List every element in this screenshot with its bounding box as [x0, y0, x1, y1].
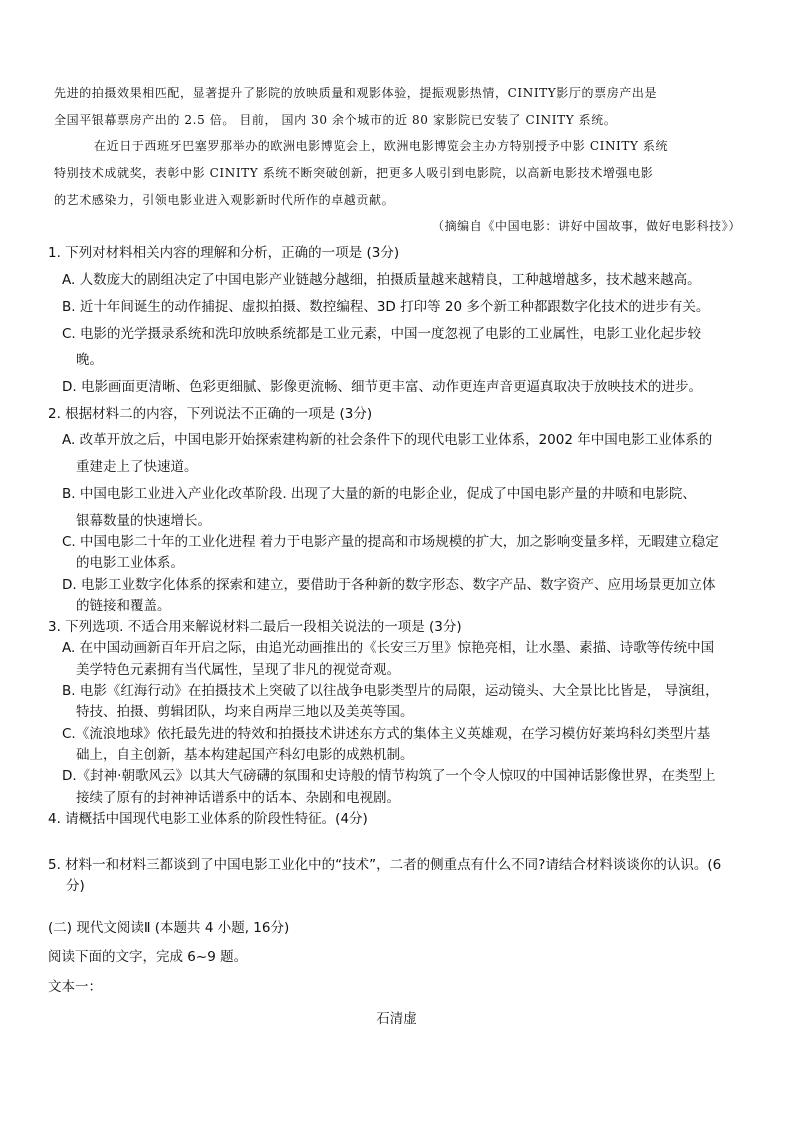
question-2-option-c-cont: 的电影工业体系。 — [76, 555, 184, 571]
section-heading: (二) 现代文阅读Ⅱ (本题共 4 小题, 16分) — [48, 920, 290, 936]
question-2-option-c: C. 中国电影二十年的工业化进程 着力于电影产量的提高和市场规模的扩大，加之影响变量多样，无暇建立稳定 — [62, 534, 719, 550]
question-3-option-a: A. 在中国动画新百年开启之际，由追光动画推出的《长安三万里》惊艳亮相，让水墨、素描、诗歌等传统中国 — [62, 640, 715, 656]
question-1-option-b: B. 近十年间诞生的动作捕捉、虚拟拍摄、数控编程、3D 打印等 20 多个新工种都跟数字化技术的进步有关。 — [62, 299, 710, 315]
question-5-stem: 5. 材料一和材料三都谈到了中国电影工业化中的“技术”，二者的侧重点有什么不同?请结合材料谈谈你的认识。(6 — [48, 857, 722, 873]
question-3-option-b: B. 电影《红海行动》在拍摄技术上突破了以往战争电影类型片的局限，运动镜头、大全景比比皆是， 导演组， — [62, 683, 719, 699]
question-2-option-a-cont: 重建走上了快速道。 — [76, 459, 198, 475]
question-1-option-a: A. 人数庞大的剧组决定了中国电影产业链越分越细，拍摄质量越来越精良，工种越增越多，技术越来越高。 — [62, 272, 701, 288]
question-2-option-d: D. 电影工业数字化体系的探索和建立，要借助于各种新的数字形态、数字产品、数字资产、应用场景更加立体 — [62, 577, 716, 593]
question-1-stem: 1. 下列对材料相关内容的理解和分析，正确的一项是 (3分) — [48, 245, 400, 261]
question-5-stem-cont: 分) — [66, 878, 85, 894]
material-paragraph-line: 特别技术成就奖，表彰中影 CINITY 系统不断突破创新，把更多人吸引到电影院，以高新电影技术增强电影 — [54, 166, 654, 180]
question-2-option-a: A. 改革开放之后，中国电影开始探索建构新的社会条件下的现代电影工业体系，2002 年中国电影工业体系的 — [62, 432, 713, 448]
material-paragraph-line: 的艺术感染力，引领电影业进入观影新时代所作的卓越贡献。 — [54, 193, 395, 207]
question-3-option-c: C.《流浪地球》依托最先进的特效和拍摄技术讲述东方式的集体主义英雄观，在学习模仿好莱坞科幻类型片基 — [62, 726, 711, 742]
material-paragraph-line: 全国平银幕票房产出的 2.5 倍。 目前， 国内 30 余个城市的近 80 家影院已安装了 CINITY 系统。 — [54, 113, 617, 127]
question-3-option-d-cont: 接续了原有的封神神话谱系中的话本、杂剧和电视剧。 — [76, 790, 400, 806]
question-3-option-a-cont: 美学特色元素拥有当代属性，呈现了非凡的视觉奇观。 — [76, 662, 400, 678]
question-3-stem: 3. 下列选项. 不适合用来解说材料二最后一段相关说法的一项是 (3分) — [48, 619, 462, 635]
question-4-stem: 4. 请概括中国现代电影工业体系的阶段性特征。(4分) — [48, 811, 368, 827]
question-1-option-c-cont: 晚。 — [76, 352, 103, 368]
question-2-option-b: B. 中国电影工业进入产业化改革阶段. 出现了大量的新的电影企业，促成了中国电影产量的井喷和电影院、 — [62, 486, 696, 502]
question-2-option-b-cont: 银幕数量的快速增长。 — [76, 513, 211, 529]
question-3-option-b-cont: 特技、拍摄、剪辑团队，均来自两岸三地以及美英等国。 — [76, 704, 414, 720]
section-instruction: 阅读下面的文字，完成 6~9 题。 — [48, 949, 248, 965]
material-paragraph-line: 在近日于西班牙巴塞罗那举办的欧洲电影博览会上，欧洲电影博览会主办方特别授予中影 CINITY 系统 — [94, 139, 669, 153]
source-citation: （摘编自《中国电影：讲好中国故事，做好电影科技》） — [431, 219, 741, 233]
question-2-stem: 2. 根据材料二的内容，下列说法不正确的一项是 (3分) — [48, 406, 373, 422]
question-1-option-d: D. 电影画面更清晰、色彩更细腻、影像更流畅、细节更丰富、动作更连声音更逼真取决于放映技术的进步。 — [62, 379, 702, 395]
question-2-option-d-cont: 的链接和覆盖。 — [76, 598, 171, 614]
material-paragraph-line: 先进的拍摄效果相匹配，显著提升了影院的放映质量和观影体验，提振观影热情，CINITY影厅的票房产出是 — [54, 86, 658, 100]
question-1-option-c: C. 电影的光学摄录系统和洗印放映系统都是工业元素，中国一度忽视了电影的工业属性，电影工业化起步较 — [62, 326, 702, 342]
passage-title: 石清虚 — [376, 1011, 417, 1027]
text-label: 文本一： — [48, 979, 102, 995]
question-3-option-c-cont: 础上，自主创新，基本构建起国产科幻电影的成熟机制。 — [76, 747, 414, 763]
question-3-option-d: D.《封神·朝歌风云》以其大气磅礴的氛围和史诗般的情节构筑了一个令人惊叹的中国神话影像世界，在类型上 — [62, 768, 716, 784]
